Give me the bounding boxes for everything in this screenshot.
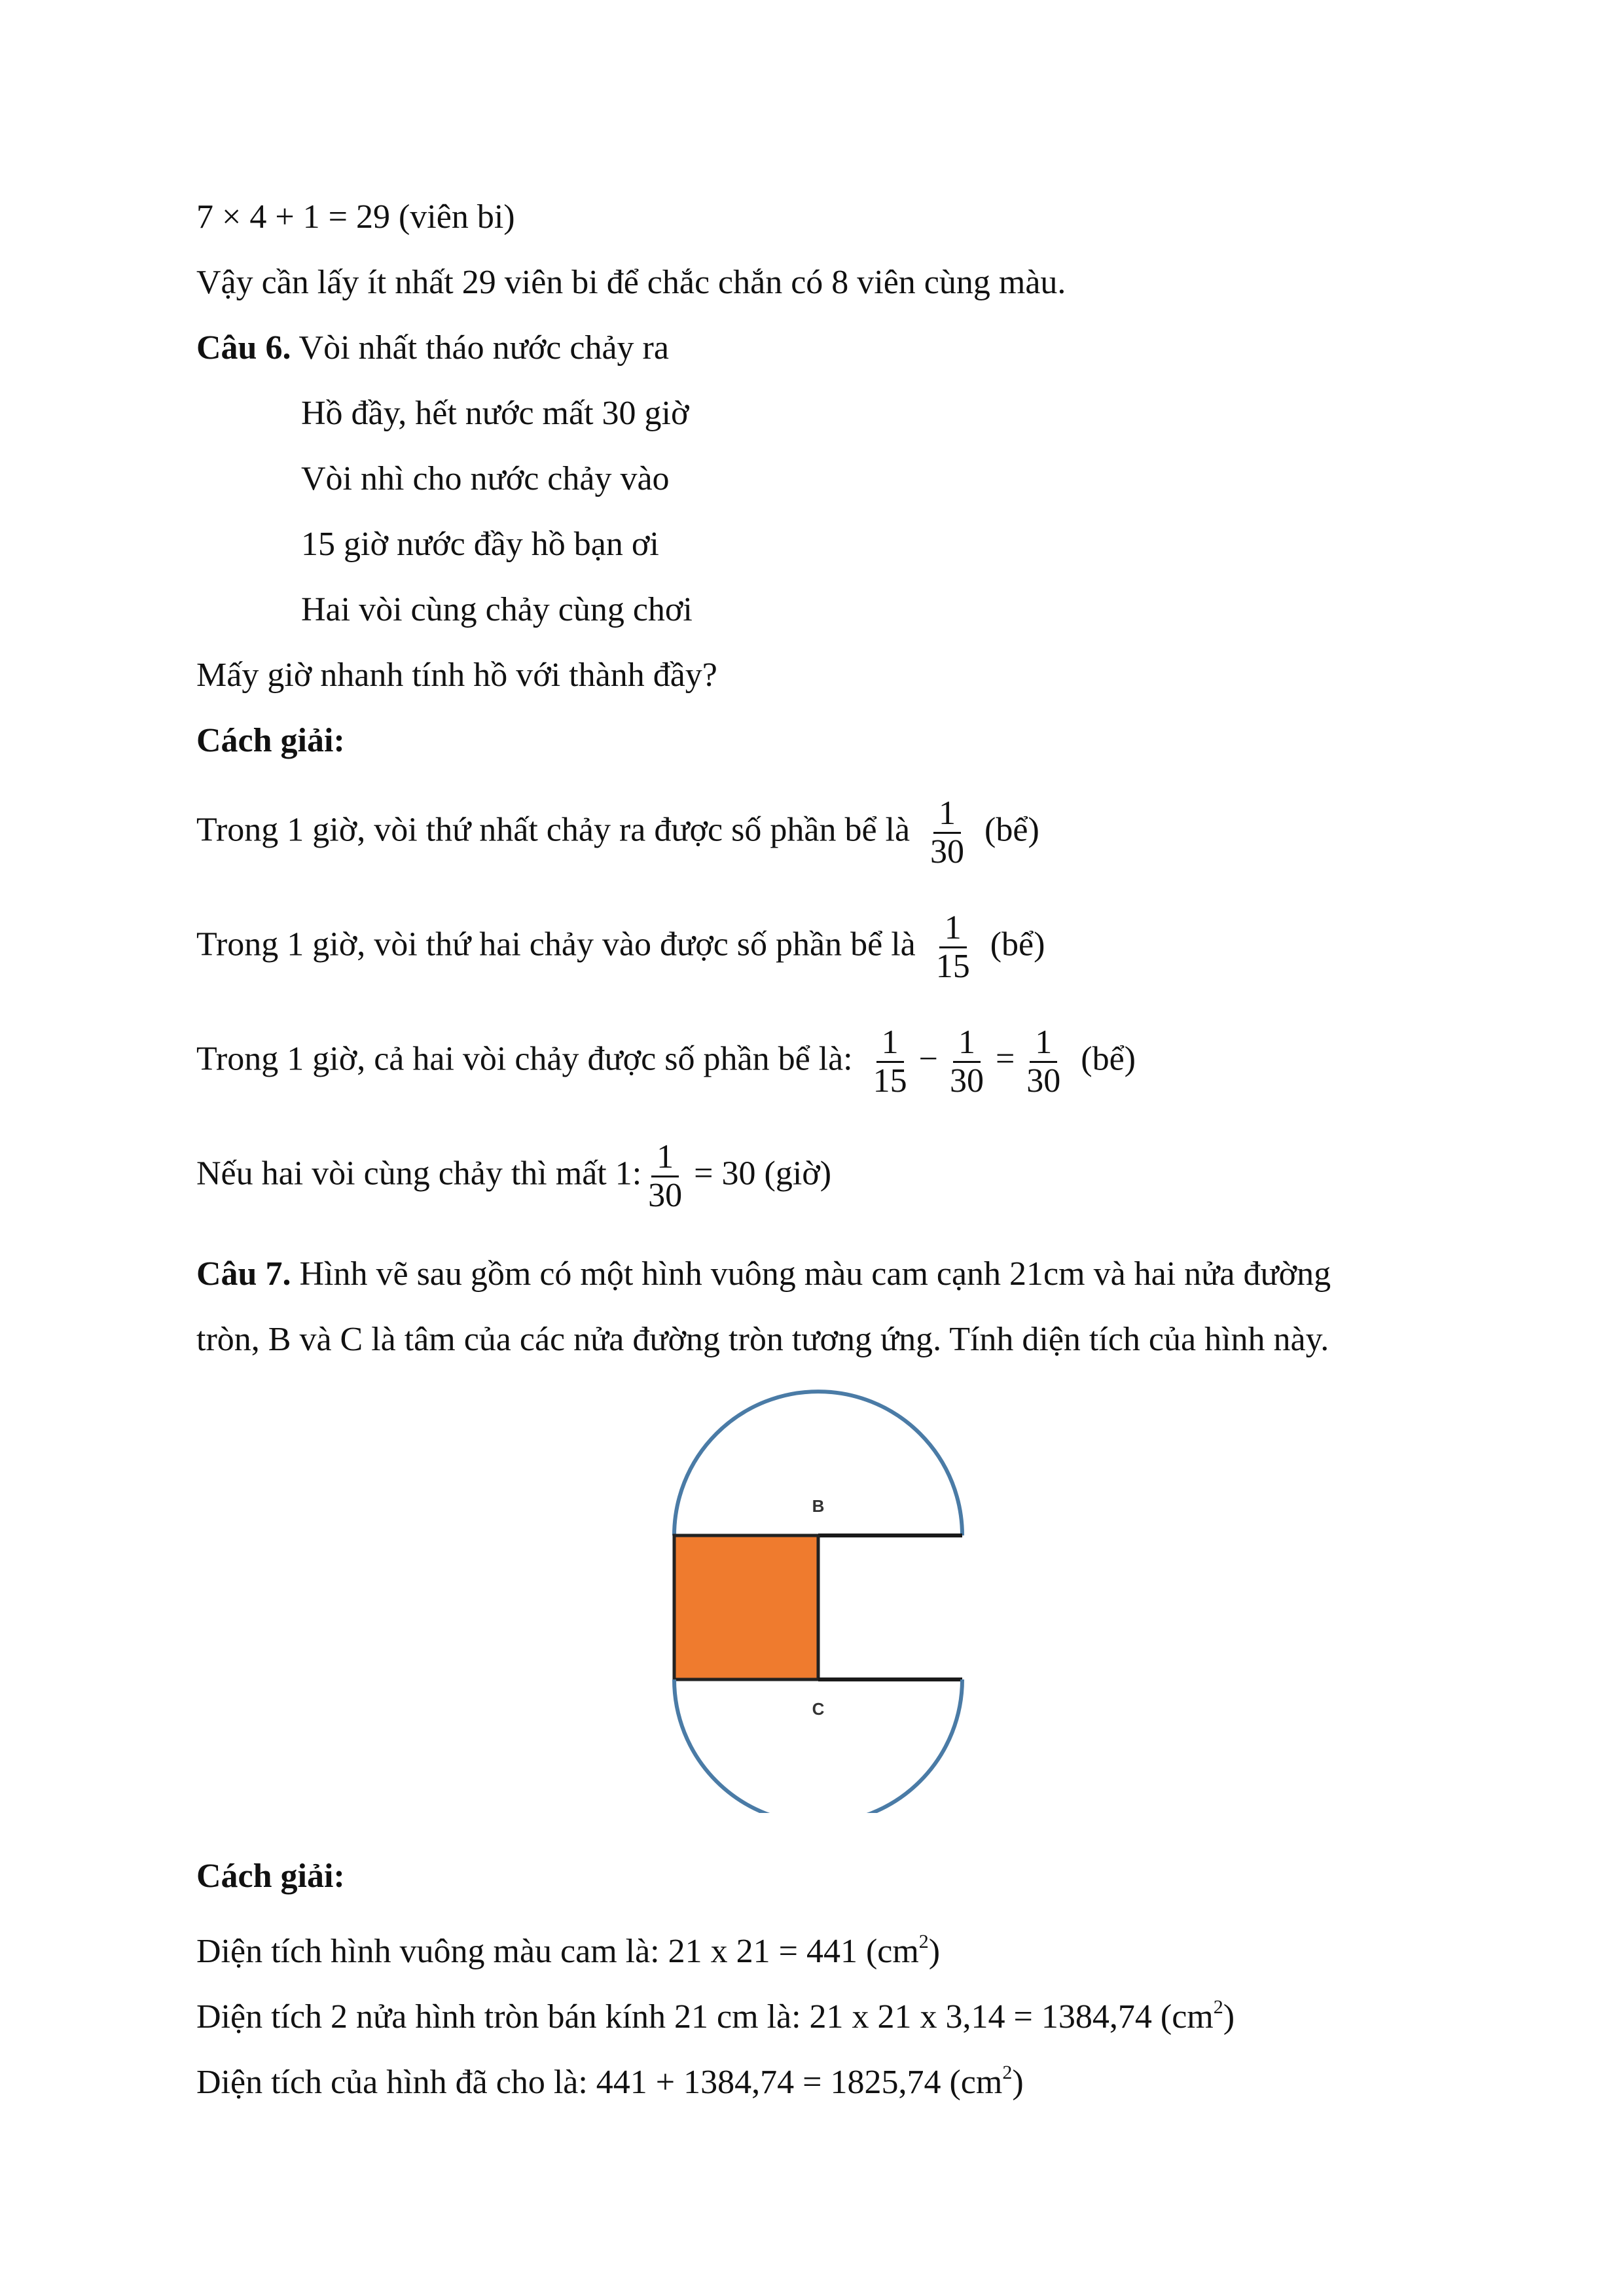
line-conclusion: Vậy cần lấy ít nhất 29 viên bi để chắc chắn có 8 viên cùng màu. <box>196 264 1066 301</box>
poem-line: 15 giờ nước đầy hồ bạn ơi <box>301 526 659 563</box>
question-7-text: tròn, B và C là tâm của các nửa đường tròn tương ứng. Tính diện tích của hình này. <box>196 1321 1329 1358</box>
solution-step-3: Trong 1 giờ, cả hai vòi chảy được số phần bể là: $\frac{1}{15}$ − $\frac{1}{30}$ = $\frac{1}{30}$ (bể) <box>196 1024 1136 1100</box>
orange-square <box>674 1535 818 1679</box>
question-6-label: Câu 6. <box>196 329 291 367</box>
question-6-text: Vòi nhất tháo nước chảy ra <box>291 329 669 367</box>
question-6-ask: Mấy giờ nhanh tính hồ với thành đầy? <box>196 656 717 694</box>
fraction: $\frac{1}{15}$ <box>935 909 970 985</box>
question-7: Câu 7. Hình vẽ sau gồm có một hình vuông màu cam cạnh 21cm và hai nửa đường <box>196 1255 1331 1293</box>
question-6 <box>196 327 669 369</box>
fraction: $\frac{1}{30}$ <box>930 795 965 870</box>
solution-step-1: Trong 1 giờ, vòi thứ nhất chảy ra được số phần bể là $\frac{1}{30}$ (bể) <box>196 795 1039 870</box>
poem-line: Hai vòi cùng chảy cùng chơi <box>301 591 693 628</box>
fraction: $\frac{1}{30}$ <box>648 1138 683 1214</box>
solution-step-4: Nếu hai vòi cùng chảy thì mất 1: $\frac{1}{30}$ = 30 (giờ) <box>196 1138 832 1214</box>
fraction: $\frac{1}{30}$ <box>1026 1024 1061 1100</box>
solution-step-2: Trong 1 giờ, vòi thứ hai chảy vào được số phần bể là $\frac{1}{15}$ (bể) <box>196 909 1045 985</box>
result-line-1: Diện tích hình vuông màu cam là: 21 x 21 = 441 $(cm^2)$ <box>196 1931 941 1970</box>
fraction: $\frac{1}{15}$ <box>873 1024 907 1100</box>
poem-line: Hồ đầy, hết nước mất 30 giờ <box>301 395 689 432</box>
label-b: B <box>812 1496 825 1516</box>
solution-label-7: Cách giải: <box>196 1857 345 1895</box>
poem-line: Vòi nhì cho nước chảy vào <box>301 460 670 497</box>
question-7-label: Câu 7. <box>196 1255 291 1293</box>
label-c: C <box>812 1699 825 1719</box>
fraction: $\frac{1}{30}$ <box>949 1024 984 1100</box>
result-line-2: Diện tích 2 nửa hình tròn bán kính 21 cm là: 21 x 21 x 3,14 = 1384,74 $(cm^2)$ <box>196 1996 1235 2036</box>
geometry-figure <box>661 1381 975 1813</box>
solution-label: Cách giải: <box>196 722 345 759</box>
line-calc: 7 × 4 + 1 = 29 (viên bi) <box>196 198 515 236</box>
result-line-3: Diện tích của hình đã cho là: 441 + 1384,74 = 1825,74 $(cm^2)$ <box>196 2062 1024 2101</box>
